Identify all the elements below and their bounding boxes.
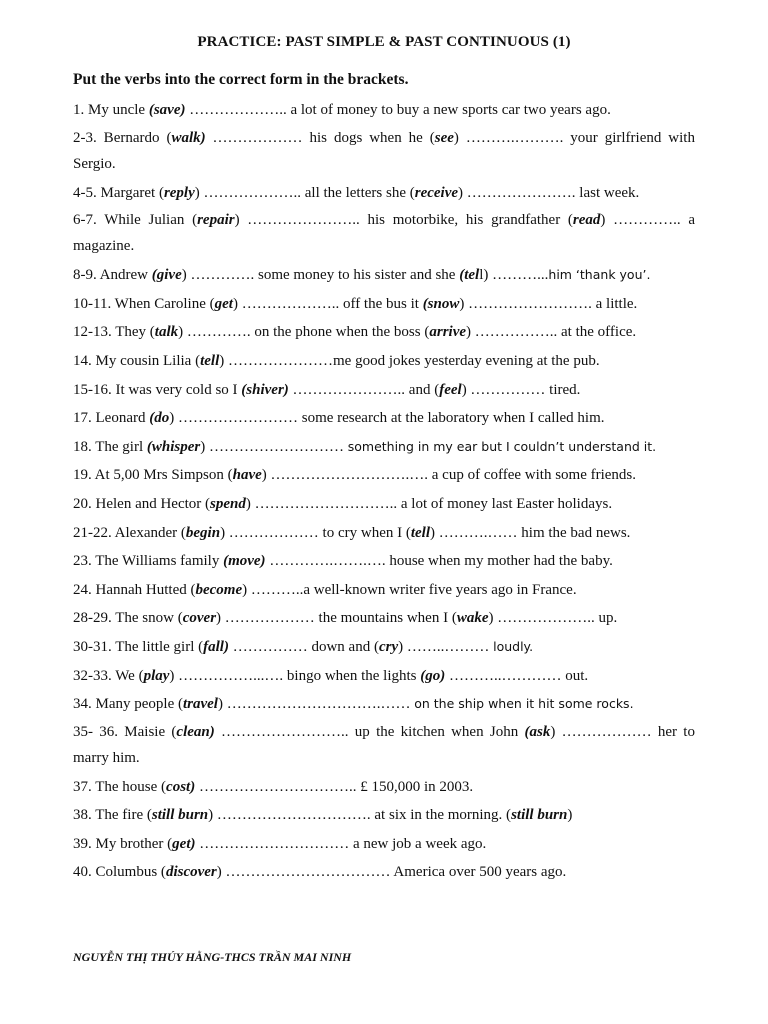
sentence-text: 21-22. Alexander (	[73, 524, 186, 541]
exercise-item	[73, 801, 695, 830]
exercise-item	[73, 773, 695, 802]
exercise-item	[73, 347, 695, 376]
sentence-text: ) ………………….. his motorbike, his grandfather (	[234, 212, 573, 229]
sentence-text: 2-3. Bernardo (	[73, 129, 172, 146]
sentence-text: 17. Leonard	[73, 410, 150, 427]
exercise-item	[73, 519, 695, 548]
verb-prompt: reply	[163, 184, 195, 201]
sentence-text: ) ……………………….…. a cup of coffee with some friends.	[261, 467, 637, 484]
verb-prompt: have	[232, 467, 262, 484]
sentence-text: ) ……………….. all the letters she (	[194, 184, 415, 201]
sentence-text: ) ………….. a magazine.	[73, 212, 696, 255]
verb-prompt: cover	[182, 610, 217, 627]
sentence-text: ) ……………………….. a lot of money last Easter holidays.	[245, 495, 613, 512]
verb-prompt: see	[434, 129, 454, 146]
sentence-text: ………………………….. £ 150,000 in 2003.	[195, 778, 474, 795]
exercise-item	[73, 433, 695, 462]
sentence-text: …………………….. up the kitchen when John	[214, 723, 525, 740]
sentence-text: ) ……………… the mountains when I (	[216, 610, 457, 627]
sentence-text: ) …………………. last week.	[458, 184, 640, 201]
handwritten-text: something in my ear but I couldn’t understand it.	[347, 438, 657, 454]
handwritten-text: him ‘thank you’.	[548, 267, 651, 283]
sentence-text: 18. The girl	[73, 438, 147, 455]
verb-prompt: travel	[182, 696, 218, 713]
verb-prompt: walk)	[171, 129, 206, 146]
verb-prompt: become	[195, 581, 243, 598]
sentence-text: ) ……………...…. bingo when the lights	[169, 667, 421, 684]
verb-prompt: cry	[378, 638, 399, 655]
sentence-text: 38. The fire (	[73, 807, 152, 824]
sentence-text: ) …………… tired.	[461, 381, 581, 398]
instruction-heading: Put the verbs into the correct form in the brackets.	[73, 71, 409, 88]
verb-prompt: discover	[165, 864, 217, 881]
verb-prompt: clean)	[176, 723, 215, 740]
verb-prompt: (ask	[524, 723, 551, 740]
verb-prompt: receive	[414, 184, 459, 201]
sentence-text: 15-16. It was very cold so I	[73, 381, 242, 398]
exercise-item	[73, 633, 695, 662]
page-title: PRACTICE: PAST SIMPLE & PAST CONTINUOUS (1)	[197, 34, 571, 50]
sentence-text: 12-13. They (	[73, 324, 155, 341]
verb-prompt: (tel	[459, 267, 480, 284]
sentence-text: ) ………..a well-known writer five years ago in France.	[242, 581, 577, 598]
sentence-text: ……………….. a lot of money to buy a new sports car two years ago.	[185, 102, 611, 118]
sentence-text: ) ……….…… him the bad news.	[430, 524, 631, 541]
author-footer: NGUYỄN THỊ THÚY HẰNG-THCS TRẦN MAI NINH	[73, 950, 352, 964]
sentence-text: 20. Helen and Hector (	[73, 495, 211, 512]
exercise-item	[73, 96, 695, 125]
sentence-text: 30-31. The little girl (	[73, 638, 204, 655]
exercise-item	[73, 207, 695, 259]
sentence-text: )	[567, 807, 573, 824]
verb-prompt: still burn	[151, 807, 209, 824]
verb-prompt: wake	[456, 610, 489, 627]
sentence-text: ) ………………………	[200, 438, 348, 455]
sentence-text: l) ………...	[479, 267, 549, 284]
sentence-text: 6-7. While Julian (	[73, 212, 198, 229]
sentence-text: ) ……………………. a little.	[459, 295, 638, 312]
sentence-text: …………… down and (	[228, 638, 379, 655]
sentence-text: ) …………………………… America over 500 years ago.	[216, 864, 567, 881]
sentence-text: 37. The house (	[73, 778, 167, 795]
exercise-list	[73, 96, 695, 887]
exercise-item	[73, 490, 695, 519]
exercise-item	[73, 404, 695, 433]
exercise-item	[73, 179, 695, 208]
sentence-text: 19. At 5,00 Mrs Simpson (	[73, 467, 233, 484]
sentence-text: ) …………. some money to his sister and she	[181, 267, 460, 284]
sentence-text: 14. My cousin Lilia (	[73, 352, 201, 369]
sentence-text: 4-5. Margaret (	[73, 184, 164, 201]
sentence-text: ) …………………… some research at the laboratory when I called him.	[169, 410, 605, 427]
sentence-text: 10-11. When Caroline (	[73, 295, 215, 312]
verb-prompt: repair	[197, 212, 235, 229]
verb-prompt: (give	[151, 267, 182, 284]
verb-prompt: feel	[439, 381, 462, 398]
verb-prompt: get	[214, 295, 233, 312]
sentence-text: 35- 36. Maisie (	[73, 723, 177, 740]
verb-prompt: read	[572, 212, 601, 229]
sentence-text: ) ……………… her to marry him.	[73, 723, 695, 766]
sentence-text: ) ……………….. off the bus it	[232, 295, 423, 312]
verb-prompt: talk	[154, 324, 179, 341]
handwritten-text: on the ship when it hit some rocks.	[414, 696, 634, 712]
sentence-text: 32-33. We (	[73, 667, 144, 684]
sentence-text: ………..………… out.	[445, 667, 589, 684]
sentence-text: ………………….. and (	[288, 381, 440, 398]
verb-prompt: tell	[200, 352, 220, 369]
sentence-text: 23. The Williams family	[73, 553, 224, 570]
sentence-text: 28-29. The snow (	[73, 610, 183, 627]
sentence-text: ) …………….. at the office.	[466, 324, 637, 341]
verb-prompt: begin	[185, 524, 221, 541]
sentence-text: 40. Columbus (	[73, 864, 166, 881]
verb-prompt: (move)	[223, 553, 266, 570]
verb-prompt: (go)	[420, 667, 446, 684]
sentence-text: 8-9. Andrew	[73, 267, 152, 284]
sentence-text: 39. My brother (	[73, 835, 173, 852]
exercise-item	[73, 576, 695, 605]
exercise-item	[73, 719, 695, 771]
verb-prompt: arrive	[429, 324, 467, 341]
exercise-item	[73, 318, 695, 347]
sentence-text: ) …………………………. at six in the morning. (	[208, 807, 512, 824]
exercise-item	[73, 604, 695, 633]
verb-prompt: tell	[410, 524, 431, 541]
exercise-item	[73, 261, 695, 290]
verb-prompt: (snow	[422, 295, 460, 312]
verb-prompt: cost)	[166, 778, 196, 795]
sentence-text: ) …………. on the phone when the boss (	[178, 324, 430, 341]
exercise-item	[73, 662, 695, 691]
exercise-item	[73, 461, 695, 490]
exercise-item	[73, 690, 695, 719]
verb-prompt: fall)	[203, 638, 229, 655]
verb-prompt: (shiver)	[241, 381, 289, 398]
verb-prompt: (whisper	[146, 438, 201, 455]
verb-prompt: play	[143, 667, 170, 684]
sentence-text: ) …………………me good jokes yesterday evening at the pub.	[219, 352, 600, 369]
exercise-item	[73, 125, 695, 177]
sentence-text: 24. Hannah Hutted (	[73, 581, 196, 598]
exercise-item	[73, 290, 695, 319]
sentence-text: ………….…….…. house when my mother had the baby.	[265, 553, 613, 570]
sentence-text: ) ……………… to cry when I (	[220, 524, 411, 541]
verb-prompt: spend	[210, 495, 246, 512]
verb-prompt: get)	[172, 835, 196, 852]
sentence-text: ) ………………………….……	[217, 696, 415, 713]
handwritten-text: loudly.	[493, 638, 534, 654]
exercise-item	[73, 858, 695, 887]
verb-prompt: (do	[149, 410, 170, 427]
exercise-item	[73, 376, 695, 405]
sentence-text: ) ……………….. up.	[488, 610, 618, 627]
verb-prompt: (save)	[148, 102, 186, 118]
sentence-text: ………………………… a new job a week ago.	[195, 835, 487, 852]
sentence-text: 34. Many people (	[73, 696, 183, 713]
sentence-text: ) ……….………. your girlfriend with Sergio.	[73, 129, 695, 172]
sentence-text: ……………… his dogs when he (	[205, 129, 435, 146]
sentence-text: ) ……..………	[398, 638, 494, 655]
exercise-item	[73, 830, 695, 859]
sentence-text: 1. My uncle	[73, 102, 149, 118]
exercise-item	[73, 547, 695, 576]
verb-prompt: still burn	[511, 807, 568, 824]
